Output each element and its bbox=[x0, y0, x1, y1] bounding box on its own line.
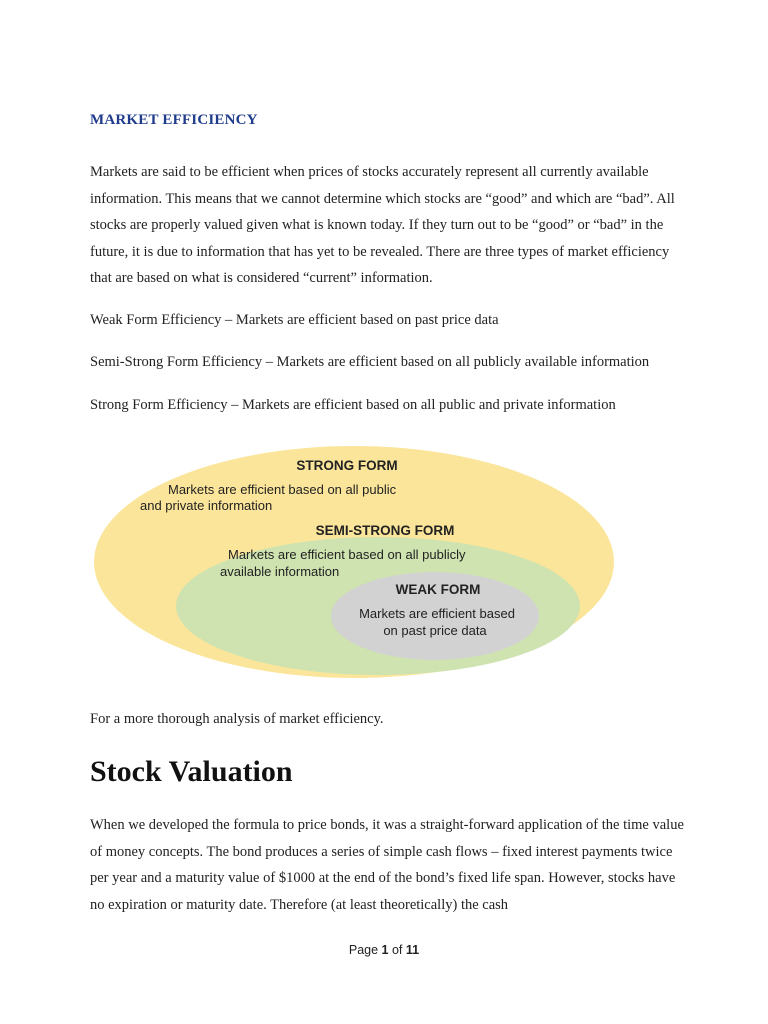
semi-strong-form-title: SEMI-STRONG FORM bbox=[315, 523, 455, 538]
weak-form-text-2: on past price data bbox=[383, 623, 487, 638]
efficiency-nested-ellipses-diagram bbox=[92, 442, 622, 682]
footer-of-word: of bbox=[391, 943, 403, 957]
section-heading-market-efficiency: MARKET EFFICIENCY bbox=[90, 112, 258, 128]
footer-page-number: 1 bbox=[381, 943, 389, 957]
intro-paragraph: Markets are said to be efficient when prices of stocks accurately represent all currently available information. This means that we cannot determine which stocks are “good” and which are “bad”. All stocks are properly valued given what is known today. If they turn out to be “good” or “bad” in the future, it is due to information that has yet to be revealed. There are three types of market efficiency that are based on what is considered “current” information. bbox=[90, 164, 675, 286]
weak-form-line: Weak Form Efficiency – Markets are efficient based on past price data bbox=[90, 312, 499, 328]
strong-form-line: Strong Form Efficiency – Markets are efficient based on all public and private information bbox=[90, 397, 616, 413]
section-title-stock-valuation: Stock Valuation bbox=[90, 755, 293, 788]
weak-form-text-1: Markets are efficient based bbox=[359, 606, 515, 621]
stock-valuation-paragraph: When we developed the formula to price bonds, it was a straight-forward application of the time value of money concepts. The bond produces a series of simple cash flows – fixed interest payments twice per year and a maturity value of $1000 at the end of the bond’s fixed life span. However, stocks have no expiration or maturity date. Therefore (at least theoretically) the cash bbox=[90, 817, 684, 913]
semi-strong-form-text-1: Markets are efficient based on all publicly bbox=[228, 547, 466, 562]
weak-form-title: WEAK FORM bbox=[395, 582, 481, 597]
page-footer bbox=[0, 943, 768, 957]
strong-form-text-1: Markets are efficient based on all public bbox=[168, 482, 397, 497]
semi-strong-form-text-2: available information bbox=[220, 564, 340, 579]
footer-page-total: 11 bbox=[405, 943, 420, 957]
strong-form-title: STRONG FORM bbox=[296, 458, 398, 473]
footer-page-word: Page bbox=[348, 943, 379, 957]
strong-form-text-2: and private information bbox=[140, 498, 273, 513]
semi-strong-form-line: Semi-Strong Form Efficiency – Markets are efficient based on all publicly available information bbox=[90, 354, 650, 370]
more-analysis-line: For a more thorough analysis of market efficiency. bbox=[90, 711, 384, 727]
